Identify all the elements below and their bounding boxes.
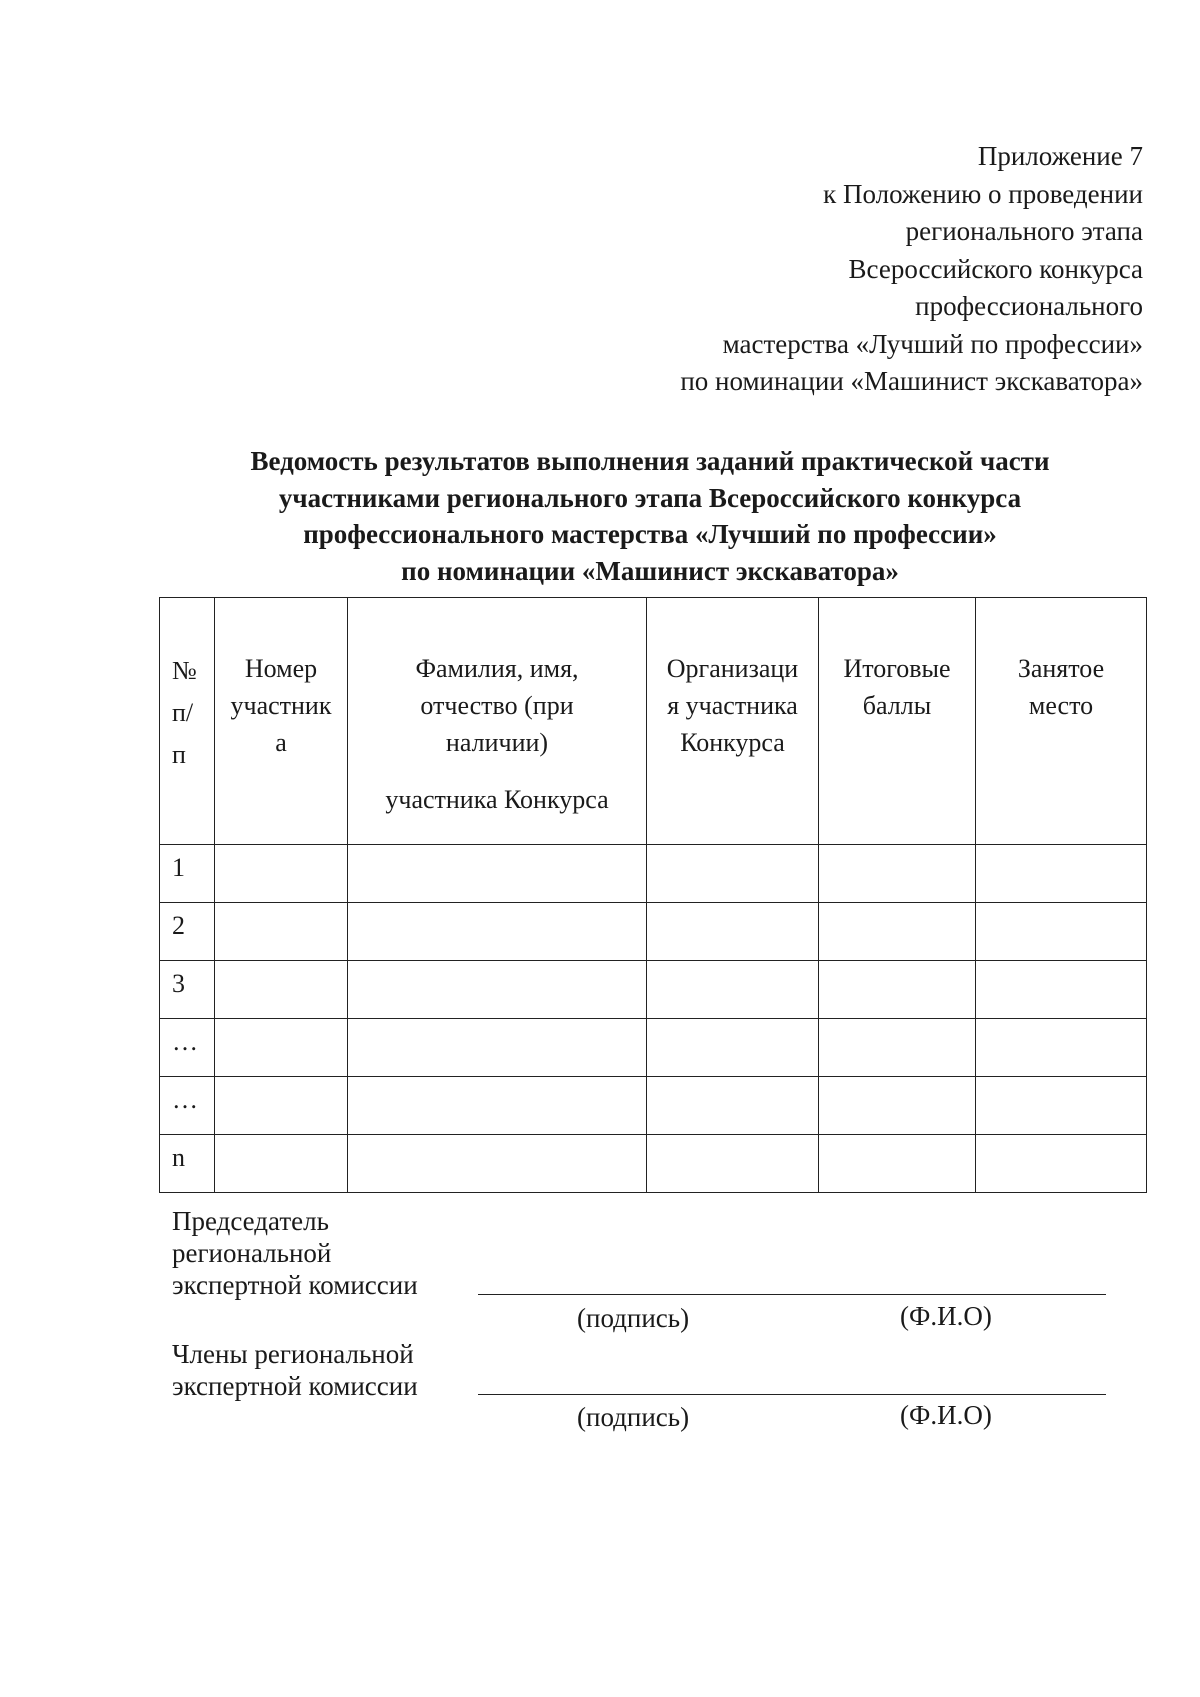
organization-cell — [647, 903, 819, 961]
table-row — [160, 1019, 1147, 1077]
place-cell — [976, 1077, 1147, 1135]
members-label-line: экспертной комиссии — [172, 1371, 418, 1401]
chairman-label-line: Председатель — [172, 1206, 329, 1236]
title-line: профессионального мастерства «Лучший по профессии» — [303, 519, 997, 549]
place-cell — [976, 1019, 1147, 1077]
title-line: Ведомость результатов выполнения заданий практической части — [250, 446, 1050, 476]
header-line: баллы — [862, 691, 932, 720]
table-row — [160, 1077, 1147, 1135]
chairman-signature-caption: (подпись) — [577, 1303, 690, 1333]
header-line: Организаци — [666, 654, 799, 683]
header-line: Итоговые — [843, 654, 951, 683]
organization-cell — [647, 961, 819, 1019]
appendix-line: Приложение 7 — [977, 141, 1143, 171]
total-score-cell — [819, 961, 976, 1019]
appendix-line: к Положению о проведении — [823, 178, 1143, 209]
header-participant-number — [215, 598, 348, 845]
chairman-label-line: региональной — [172, 1238, 332, 1268]
table-row — [160, 845, 1147, 903]
full-name-cell — [348, 845, 647, 903]
full-name-cell — [348, 1019, 647, 1077]
members-name-caption: (Ф.И.О) — [900, 1400, 992, 1430]
place-cell — [976, 961, 1147, 1019]
row-number-cell: … — [160, 1077, 215, 1135]
total-score-cell — [819, 903, 976, 961]
table-header-row — [160, 598, 1147, 845]
members-signature-caption: (подпись) — [577, 1402, 690, 1432]
row-number-cell: n — [160, 1135, 215, 1193]
row-number-cell: 3 — [160, 961, 215, 1019]
chairman-signature-line — [478, 1294, 1106, 1295]
header-line: я участника — [667, 691, 798, 720]
members-signature-line — [478, 1394, 1106, 1395]
header-line: № — [172, 656, 197, 685]
document-title — [0, 443, 1200, 589]
header-line: п/ — [172, 698, 194, 727]
header-line: отчество (при — [420, 691, 574, 720]
full-name-cell — [348, 903, 647, 961]
chairman-name-caption: (Ф.И.О) — [900, 1301, 992, 1331]
header-line: Конкурса — [680, 728, 785, 757]
participant-number-cell — [215, 845, 348, 903]
full-name-cell — [348, 1077, 647, 1135]
table-row — [160, 961, 1147, 1019]
place-cell — [976, 1135, 1147, 1193]
header-line: п — [172, 740, 186, 769]
header-organization — [647, 598, 819, 845]
participant-number-cell — [215, 961, 348, 1019]
header-line: участника Конкурса — [385, 785, 609, 814]
appendix-header — [680, 138, 1143, 401]
row-number-cell: … — [160, 1019, 215, 1077]
full-name-cell — [348, 1135, 647, 1193]
header-line: Фамилия, имя, — [415, 654, 579, 683]
participant-number-cell — [215, 903, 348, 961]
header-line: Номер — [244, 654, 318, 683]
total-score-cell — [819, 845, 976, 903]
appendix-line: по номинации «Машинист экскаватора» — [680, 366, 1143, 396]
full-name-cell — [348, 961, 647, 1019]
organization-cell — [647, 845, 819, 903]
title-line: по номинации «Машинист экскаватора» — [401, 555, 899, 586]
place-cell — [976, 903, 1147, 961]
table-row — [160, 903, 1147, 961]
header-line: место — [1028, 691, 1094, 720]
total-score-cell — [819, 1077, 976, 1135]
results-table — [159, 597, 1147, 1193]
row-number-cell: 2 — [160, 903, 215, 961]
title-line: участниками регионального этапа Всероссийского конкурса — [278, 482, 1022, 513]
place-cell — [976, 845, 1147, 903]
header-line: участник — [230, 691, 332, 720]
chairman-label — [172, 1205, 418, 1301]
header-place — [976, 598, 1147, 845]
organization-cell — [647, 1077, 819, 1135]
header-line: наличии) — [445, 728, 549, 757]
participant-number-cell — [215, 1077, 348, 1135]
organization-cell — [647, 1135, 819, 1193]
appendix-line: мастерства «Лучший по профессии» — [722, 328, 1143, 359]
members-label — [172, 1338, 418, 1402]
appendix-line: регионального этапа — [905, 216, 1143, 246]
header-line: а — [275, 728, 287, 757]
header-line: Занятое — [1017, 654, 1105, 683]
header-full-name — [348, 598, 647, 845]
total-score-cell — [819, 1019, 976, 1077]
appendix-line: профессионального — [915, 291, 1143, 321]
appendix-line: Всероссийского конкурса — [848, 253, 1143, 284]
table-row — [160, 1135, 1147, 1193]
header-total-score — [819, 598, 976, 845]
chairman-label-line: экспертной комиссии — [172, 1270, 418, 1300]
organization-cell — [647, 1019, 819, 1077]
participant-number-cell — [215, 1019, 348, 1077]
header-num — [160, 598, 215, 845]
participant-number-cell — [215, 1135, 348, 1193]
row-number-cell: 1 — [160, 845, 215, 903]
members-label-line: Члены региональной — [172, 1339, 414, 1369]
total-score-cell — [819, 1135, 976, 1193]
